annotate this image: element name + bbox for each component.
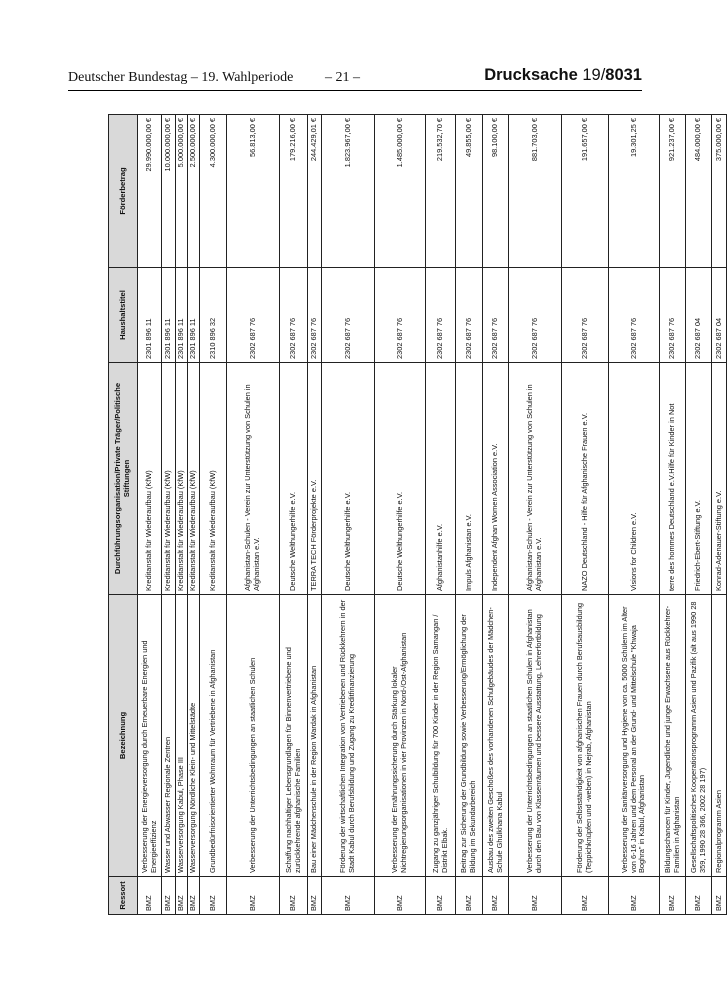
document-number-label: Drucksache	[484, 66, 578, 84]
cell-bezeichnung: Regionalprogramm Asien	[712, 595, 727, 877]
cell-foerderbetrag: 19.301,25 €	[609, 115, 660, 268]
cell-foerderbetrag: 244.429,01 €	[308, 115, 322, 268]
cell-ressort: BMZ	[200, 877, 227, 915]
cell-haushaltstitel: 2310 896 32	[200, 268, 227, 363]
cell-haushaltstitel: 2302 687 76	[562, 268, 609, 363]
cell-organisation: Kreditanstalt für Wiederaufbau (KfW)	[200, 363, 227, 595]
cell-foerderbetrag: 2.500.000,00 €	[188, 115, 200, 268]
rotated-table-frame	[108, 115, 723, 915]
cell-ressort: BMZ	[227, 877, 280, 915]
cell-ressort: BMZ	[176, 877, 188, 915]
cell-haushaltstitel: 2302 687 76	[227, 268, 280, 363]
table-row	[456, 115, 483, 915]
table-body	[138, 115, 727, 915]
cell-bezeichnung: Ausbau des zweiten Geschoßes des vorhandenen Schulgebäudes der Mädchen- Schule Ghulkhana Kabul	[483, 595, 509, 877]
cell-organisation: Konrad-Adenauer-Stiftung e.V.	[712, 363, 727, 595]
cell-foerderbetrag: 1.823.967,00 €	[322, 115, 375, 268]
table-row	[138, 115, 162, 915]
cell-organisation: Impuls Afghanistan e.V.	[456, 363, 483, 595]
cell-bezeichnung: Förderung der Selbstständigkeit von afghanischen Frauen durch Berufsausbildung (Teppichknüpfen und -weben) in Nejrab, Afghanistan	[562, 595, 609, 877]
cell-ressort: BMZ	[322, 877, 375, 915]
table-row	[227, 115, 280, 915]
table-header-row	[109, 115, 138, 915]
cell-organisation: Kreditanstalt für Wiederaufbau (KfW)	[162, 363, 176, 595]
cell-ressort: BMZ	[562, 877, 609, 915]
cell-ressort: BMZ	[138, 877, 162, 915]
cell-organisation: Friedrich-Ebert-Stiftung e.V.	[686, 363, 712, 595]
page-number: – 21 –	[325, 70, 360, 85]
cell-haushaltstitel: 2301 896 11	[188, 268, 200, 363]
cell-organisation: Deutsche Welthungerhilfe e.V.	[322, 363, 375, 595]
table-row	[322, 115, 375, 915]
cell-ressort: BMZ	[456, 877, 483, 915]
funding-table-container	[108, 115, 723, 915]
cell-ressort: BMZ	[426, 877, 456, 915]
cell-ressort: BMZ	[686, 877, 712, 915]
cell-haushaltstitel: 2302 687 76	[456, 268, 483, 363]
cell-foerderbetrag: 219.532,70 €	[426, 115, 456, 268]
cell-haushaltstitel: 2302 687 76	[509, 268, 562, 363]
cell-foerderbetrag: 29.990.000,00 €	[138, 115, 162, 268]
cell-foerderbetrag: 10.000.000,00 €	[162, 115, 176, 268]
cell-haushaltstitel: 2302 687 76	[308, 268, 322, 363]
cell-organisation: Afghanistanhilfe e.V.	[426, 363, 456, 595]
cell-foerderbetrag: 98.100,00 €	[483, 115, 509, 268]
cell-organisation: TERRA TECH Förderprojekte e.V.	[308, 363, 322, 595]
table-row	[483, 115, 509, 915]
column-header-organisation: Durchführungsorganisation/Private Träger/Politische Stiftungen	[109, 363, 138, 595]
cell-foerderbetrag: 49.855,00 €	[456, 115, 483, 268]
cell-haushaltstitel: 2302 687 76	[426, 268, 456, 363]
cell-organisation: Visions for Children e.V.	[609, 363, 660, 595]
table-row	[686, 115, 712, 915]
cell-bezeichnung: Verbesserung der Ernährungssicherung durch Stärkung lokaler Nichtregierungsorganisationen in vier Provinzen in Nord-/Ost-Afghanistan	[375, 595, 426, 877]
cell-bezeichnung: Verbesserung der Energieversorgung durch Erneuerbare Energien und Energieeffizienz	[138, 595, 162, 877]
document-number-suffix: 8031	[605, 66, 642, 84]
cell-foerderbetrag: 191.657,00 €	[562, 115, 609, 268]
cell-bezeichnung: Bau einer Mädchenschule in der Region Wardak in Afghanistan	[308, 595, 322, 877]
cell-organisation: Independent Afghan Women Association e.V.	[483, 363, 509, 595]
cell-foerderbetrag: 56.813,00 €	[227, 115, 280, 268]
table-row	[176, 115, 188, 915]
cell-bezeichnung: Bildungschancen für Kinder, Jugendliche und junge Erwachsene aus Rückkehrer-Familien in Afghanistan	[660, 595, 686, 877]
cell-bezeichnung: Beitrag zur Sicherung der Grundbildung sowie Verbesserung/Ermöglichung der Bildung im Sekundarbereich	[456, 595, 483, 877]
column-header-bezeichnung: Bezeichnung	[109, 595, 138, 877]
cell-bezeichnung: Grundbedürfnisorientierter Wohnraum für Vertriebene in Afghanistan	[200, 595, 227, 877]
column-header-ressort: Ressort	[109, 877, 138, 915]
cell-foerderbetrag: 921.237,00 €	[660, 115, 686, 268]
cell-organisation: Afghanistan-Schulen - Verein zur Unterstützung von Schulen in Afghanistan e.V.	[509, 363, 562, 595]
cell-organisation: Deutsche Welthungerhilfe e.V.	[375, 363, 426, 595]
cell-haushaltstitel: 2302 687 76	[280, 268, 308, 363]
cell-bezeichnung: Wasserversorgung Nördliche Klein- und Mittelstädte	[188, 595, 200, 877]
document-number	[484, 66, 642, 85]
table-row	[426, 115, 456, 915]
cell-haushaltstitel: 2301 896 11	[162, 268, 176, 363]
cell-organisation: Afghanistan-Schulen - Verein zur Unterstützung von Schulen in Afghanistan e.V.	[227, 363, 280, 595]
cell-bezeichnung: Schaffung nachhaltiger Lebensgrundlagen für Binnenvertriebene und zurückkehrende afghanische Familien	[280, 595, 308, 877]
table-row	[308, 115, 322, 915]
cell-bezeichnung: Verbesserung der Unterrichtsbedingungen an staatlichen Schulen in Afghanistan durch den Bau von Klassenräumen und bessere Ausstattung, Lehrerfortbildung	[509, 595, 562, 877]
table-row	[280, 115, 308, 915]
cell-bezeichnung: Gesellschaftspolitisches Kooperationsprogramm Asien und Pazifik (alt aus 1990 28 359, 1990 28 366, 2002 28 197)	[686, 595, 712, 877]
table-row	[188, 115, 200, 915]
document-number-prefix: 19/	[582, 66, 606, 84]
cell-foerderbetrag: 4.300.000,00 €	[200, 115, 227, 268]
cell-foerderbetrag: 375.000,00 €	[712, 115, 727, 268]
cell-ressort: BMZ	[660, 877, 686, 915]
cell-ressort: BMZ	[188, 877, 200, 915]
cell-ressort: BMZ	[483, 877, 509, 915]
table-row	[712, 115, 727, 915]
cell-bezeichnung: Wasser und Abwasser Regionale Zentren	[162, 595, 176, 877]
cell-foerderbetrag: 1.485.000,00 €	[375, 115, 426, 268]
table-row	[609, 115, 660, 915]
cell-organisation: Deutsche Welthungerhilfe e.V.	[280, 363, 308, 595]
page-header	[68, 66, 642, 92]
cell-haushaltstitel: 2301 896 11	[176, 268, 188, 363]
cell-organisation: Kreditanstalt für Wiederaufbau (KfW)	[176, 363, 188, 595]
cell-ressort: BMZ	[375, 877, 426, 915]
table-row	[660, 115, 686, 915]
header-title: Deutscher Bundestag – 19. Wahlperiode	[68, 70, 294, 85]
table-row	[162, 115, 176, 915]
header-rule	[68, 90, 642, 91]
cell-organisation: Kreditanstalt für Wiederaufbau (KfW)	[188, 363, 200, 595]
cell-haushaltstitel: 2302 687 76	[609, 268, 660, 363]
cell-ressort: BMZ	[280, 877, 308, 915]
cell-ressort: BMZ	[712, 877, 727, 915]
cell-haushaltstitel: 2302 687 76	[322, 268, 375, 363]
column-header-haushaltstitel: Haushaltstitel	[109, 268, 138, 363]
table-row	[509, 115, 562, 915]
cell-foerderbetrag: 5.000.000,00 €	[176, 115, 188, 268]
cell-haushaltstitel: 2302 687 04	[712, 268, 727, 363]
cell-haushaltstitel: 2302 687 04	[686, 268, 712, 363]
cell-haushaltstitel: 2302 687 76	[483, 268, 509, 363]
cell-organisation: Kreditanstalt für Wiederaufbau (KfW)	[138, 363, 162, 595]
cell-ressort: BMZ	[609, 877, 660, 915]
cell-foerderbetrag: 881.703,00 €	[509, 115, 562, 268]
cell-ressort: BMZ	[509, 877, 562, 915]
cell-bezeichnung: Verbesserung der Unterrichtsbedingungen an staatlichen Schulen	[227, 595, 280, 877]
column-header-foerderbetrag: Förderbetrag	[109, 115, 138, 268]
cell-organisation: NAZO Deutschland - Hilfe für Afghanische Frauen e.V.	[562, 363, 609, 595]
cell-bezeichnung: Verbesserung der Sanitärversorgung und Hygiene von ca. 5000 Schülern im Alter von 6-16 Jahren und dem Personal an der Grund- und Mittelschule "Khwaja Boghra" in Kabul, Afghanistan	[609, 595, 660, 877]
cell-organisation: terre des hommes Deutschland e.V.Hilfe für Kinder in Not	[660, 363, 686, 595]
cell-haushaltstitel: 2302 687 76	[660, 268, 686, 363]
cell-bezeichnung: Förderung der wirtschaftlichen Integration von Vertriebenen und Rückkehrern in der Stadt Kabul durch Berufsbildung und Zugang zu Kreditfinanzierung	[322, 595, 375, 877]
cell-bezeichnung: Zugang zu ganzjähriger Schulbildung für 700 Kinder in der Region Samangan / Distrikt Elbak.	[426, 595, 456, 877]
funding-table	[108, 114, 727, 915]
cell-bezeichnung: Wasserversorgung Kabul, Phase III	[176, 595, 188, 877]
cell-foerderbetrag: 179.216,00 €	[280, 115, 308, 268]
cell-ressort: BMZ	[308, 877, 322, 915]
cell-foerderbetrag: 484.000,00 €	[686, 115, 712, 268]
table-row	[562, 115, 609, 915]
cell-haushaltstitel: 2302 687 76	[375, 268, 426, 363]
cell-haushaltstitel: 2301 896 11	[138, 268, 162, 363]
table-row	[200, 115, 227, 915]
cell-ressort: BMZ	[162, 877, 176, 915]
table-row	[375, 115, 426, 915]
